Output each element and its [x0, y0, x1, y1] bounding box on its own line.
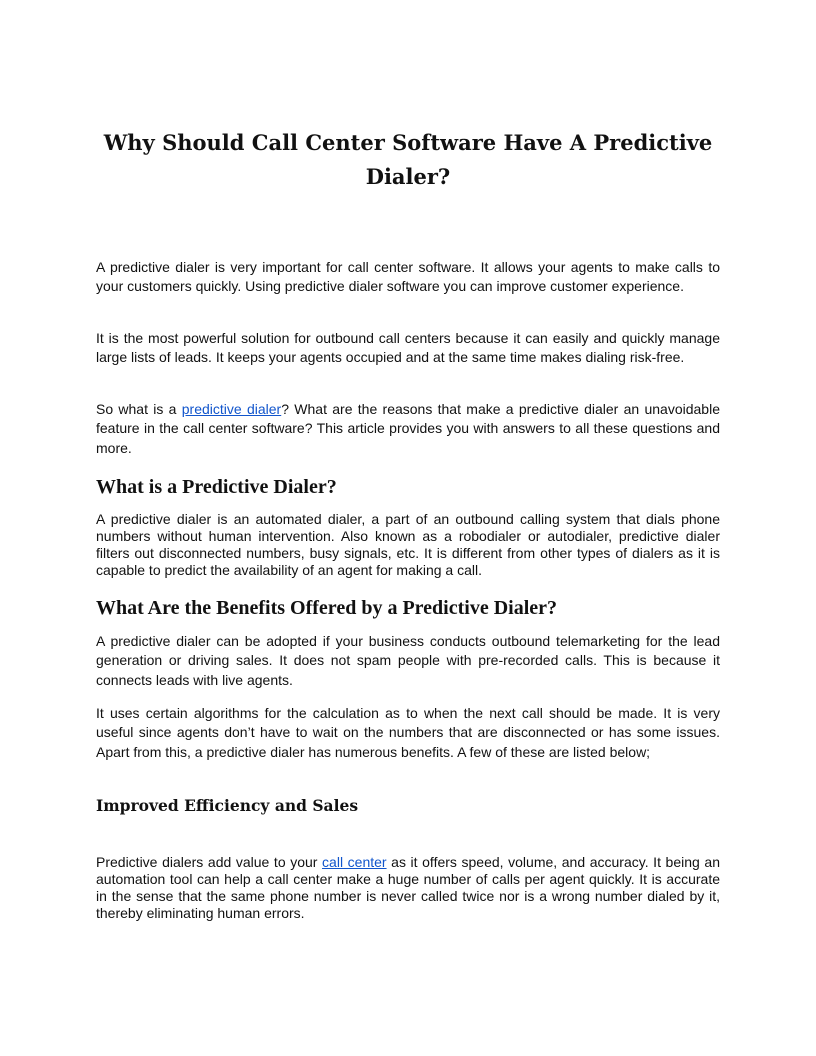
intro-paragraph-1: A predictive dialer is very important for call center software. It allows your agents to make calls to your customers quickly. Using predictive dialer software you can improve customer experience.: [96, 259, 720, 295]
intro-paragraph-3-start: So what is a: [96, 401, 182, 417]
efficiency-heading: Improved Efficiency and Sales: [96, 796, 359, 815]
call-center-link[interactable]: call center: [322, 854, 387, 870]
efficiency-paragraph: [96, 854, 720, 922]
efficiency-paragraph-end: as it offers speed, volume, and accuracy. It being an automation tool can help a call center make a huge number of calls per agent quickly. It is accurate in the sense that the same phone number is never called twice nor is a wrong number dialed by it, thereby eliminating human errors.: [96, 854, 720, 921]
intro-paragraph-3: [96, 400, 720, 458]
benefits-heading: What Are the Benefits Offered by a Predictive Dialer?: [96, 597, 558, 619]
predictive-dialer-link[interactable]: predictive dialer: [181, 401, 282, 417]
benefits-paragraph-1: A predictive dialer can be adopted if your business conducts outbound telemarketing for the lead generation or driving sales. It does not spam people with pre-recorded calls. This is because it connects leads with live agents.: [96, 633, 720, 688]
page-title: Why Should Call Center Software Have A Predictive Dialer?: [103, 130, 713, 189]
intro-paragraph-2: It is the most powerful solution for outbound call centers because it can easily and quickly manage large lists of leads. It keeps your agents occupied and at the same time makes dialing risk-free.: [96, 330, 720, 366]
benefits-paragraph-2: It uses certain algorithms for the calculation as to when the next call should be made. It is very useful since agents don’t have to wait on the numbers that are disconnected or has some issues. Apart from this, a predictive dialer has numerous benefits. A few of these are listed below;: [96, 705, 720, 760]
what-is-heading: What is a Predictive Dialer?: [96, 476, 337, 498]
intro-paragraph-3-end: ? What are the reasons that make a predictive dialer an unavoidable feature in the call center software? This article provides you with answers to all these questions and more.: [96, 401, 720, 456]
efficiency-paragraph-start: Predictive dialers add value to your: [96, 854, 323, 870]
what-is-paragraph: A predictive dialer is an automated dialer, a part of an outbound calling system that dials phone numbers without human intervention. Also known as a robodialer or autodialer, predictive dialer filters out disconnected numbers, busy signals, etc. It is different from other types of dialers as it is capable to predict the availability of an agent for making a call.: [96, 511, 720, 578]
